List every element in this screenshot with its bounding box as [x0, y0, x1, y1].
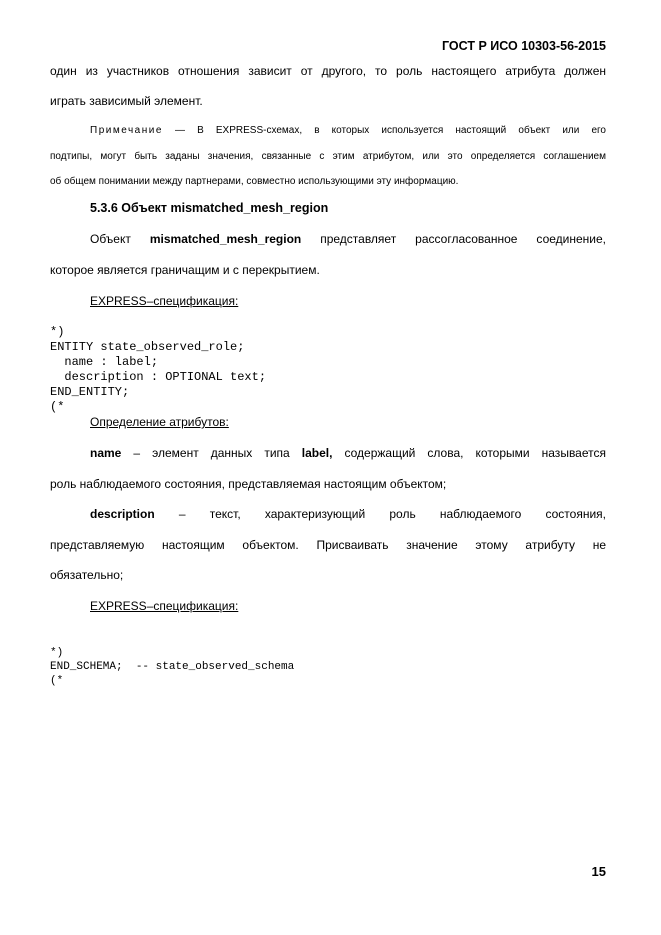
- note-line: подтипы, могут быть заданы значения, связанные с этим атрибутом, или это определяется соглашением: [50, 151, 606, 162]
- section-heading: 5.3.6 Объект mismatched_mesh_region: [90, 201, 329, 215]
- attribute-name-line: name – элемент данных типа label, содержащий слова, которыми называется: [90, 446, 606, 460]
- paragraph-line: которое является граничащим и с перекрытием.: [50, 263, 320, 277]
- paragraph-line: обязательно;: [50, 568, 124, 582]
- page-number: 15: [591, 864, 606, 879]
- express-spec-label: EXPRESS–спецификация:: [90, 294, 239, 308]
- code-block: *) END_SCHEMA; -- state_observed_schema (*: [50, 647, 295, 687]
- note-line: Примечание — В EXPRESS-схемах, в которых используется настоящий объект или его: [90, 125, 606, 136]
- note-label: Примечание: [90, 125, 163, 136]
- attributes-definition-label: Определение атрибутов:: [90, 415, 229, 429]
- document-header: ГОСТ Р ИСО 10303-56-2015: [442, 39, 606, 53]
- paragraph-line: один из участников отношения зависит от другого, то роль настоящего атрибута должен: [50, 64, 606, 78]
- attribute-description-line: description – текст, характеризующий роль наблюдаемого состояния,: [90, 507, 606, 521]
- express-spec-label: EXPRESS–спецификация:: [90, 599, 239, 613]
- code-block: *) ENTITY state_observed_role; name : label; description : OPTIONAL text; END_ENTITY; (*: [50, 325, 267, 414]
- paragraph-line: Объект mismatched_mesh_region представляет рассогласованное соединение,: [90, 232, 606, 246]
- paragraph-line: роль наблюдаемого состояния, представляемая настоящим объектом;: [50, 477, 447, 491]
- note-line: об общем понимании между партнерами, совместно использующими эту информацию.: [50, 176, 459, 187]
- paragraph-line: представляемую настоящим объектом. Присваивать значение этому атрибуту не: [50, 538, 606, 552]
- paragraph-line: играть зависимый элемент.: [50, 94, 203, 108]
